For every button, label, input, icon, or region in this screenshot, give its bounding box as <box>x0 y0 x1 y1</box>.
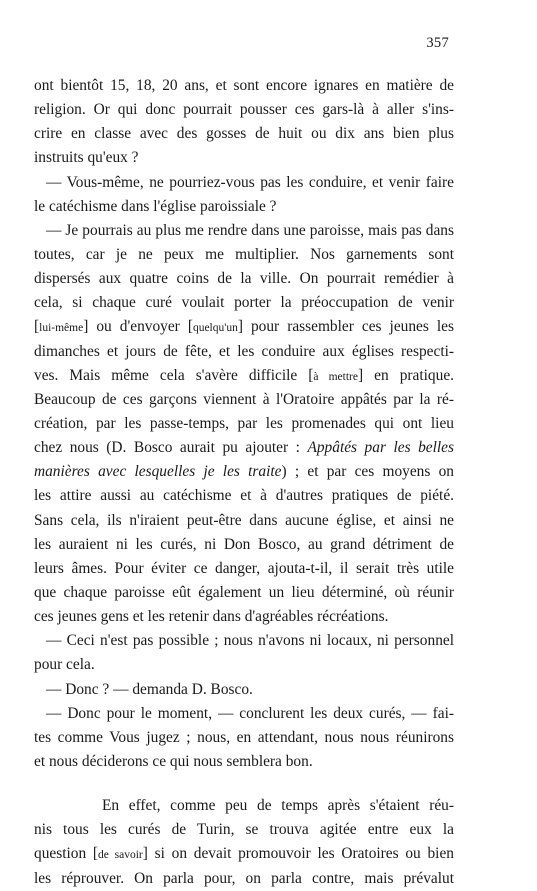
text-line: — Je pourrais au plus me rendre dans une paroisse, mais pas dans <box>46 221 454 239</box>
italic-phrase: manières avec lesquelles je les traite <box>34 463 282 481</box>
text-fragment: chez nous (D. Bosco aurait pu ajouter : <box>34 439 308 457</box>
text-line: les auraient ni les curés, ni Don Bosco, au grand détriment de <box>34 535 454 553</box>
text-line: que chaque paroisse eût également un lieu déterminé, où réunir <box>34 583 454 601</box>
text-fragment: ] pour rassembler ces jeunes les <box>237 318 454 336</box>
editorial-insertion: quelqu'un <box>192 322 238 335</box>
text-line <box>34 460 454 484</box>
text-fragment: question [ <box>34 845 99 863</box>
editorial-insertion: lui-même <box>39 322 84 335</box>
text-line: création, par les passe-temps, par les promenades qui ont lieu <box>34 414 454 432</box>
text-line: En effet, comme peu de temps après s'étaient réu- <box>102 797 454 815</box>
text-line: — Donc pour le moment, — conclurent les deux curés, — fai- <box>46 704 454 722</box>
bracket-open: [ <box>34 318 40 336</box>
body-text <box>34 74 454 891</box>
text-line: ces jeunes gens et les retenir dans d'agréables récréations. <box>34 608 389 626</box>
editorial-insertion: de savoir <box>98 849 143 862</box>
text-line: — Donc ? — demanda D. Bosco. <box>46 680 253 698</box>
text-line: nis tous les curés de Turin, se trouva agitée entre eux la <box>34 821 454 839</box>
text-line <box>34 364 454 388</box>
text-line: — Vous-même, ne pourriez-vous pas les conduire, et venir faire <box>46 173 454 191</box>
text-line: crire en classe avec des gosses de huit ou dix ans bien plus <box>34 125 454 143</box>
text-line: pour cela. <box>34 656 95 674</box>
page-number: 357 <box>426 35 449 51</box>
italic-phrase: Appâtés par les belles <box>307 439 454 457</box>
text-line: dimanches et jours de fête, et les conduire aux églises respecti- <box>34 342 454 360</box>
text-line: Beaucoup de ces garçons viennent à l'Oratoire appâtés par la ré- <box>34 390 454 408</box>
text-line: instruits qu'eux ? <box>34 149 139 167</box>
text-fragment: ) ; et par ces moyens on <box>281 463 454 481</box>
paragraph-gap <box>34 774 454 794</box>
text-line: cela, si chaque curé voulait porter la préoccupation de venir <box>34 294 454 312</box>
text-line: Sans cela, ils n'iraient peut-être dans aucune église, et ainsi ne <box>34 511 454 529</box>
text-line: ont bientôt 15, 18, 20 ans, et sont encore ignares en matière de <box>34 77 454 94</box>
text-fragment: ves. Mais même cela s'avère difficile [ <box>34 366 314 384</box>
text-line <box>34 842 454 866</box>
text-line: — Ceci n'est pas possible ; nous n'avons ni locaux, ni personnel <box>46 632 454 650</box>
text-line: dispersés aux quatre coins de la ville. On pourrait remédier à <box>34 270 454 288</box>
text-line: le catéchisme dans l'église paroissiale ? <box>34 197 277 215</box>
text-fragment: ] si on devait promouvoir les Oratoires ou bien <box>142 845 454 863</box>
text-line: et nous déciderons ce qui nous semblera bon. <box>34 752 313 770</box>
editorial-insertion: à mettre <box>313 370 358 383</box>
text-line: les attire aussi au catéchisme et à d'autres pratiques de piété. <box>34 487 454 505</box>
text-fragment: ] en pratique. <box>357 366 454 384</box>
text-line: toutes, car je ne peux me multiplier. Nos garnements sont <box>34 245 454 263</box>
text-line <box>34 315 454 339</box>
text-fragment: ] ou d'envoyer [ <box>83 318 193 336</box>
text-line <box>34 436 454 460</box>
text-line: les réprouver. On parla pour, on parla contre, mais prévalut <box>34 869 454 887</box>
text-line: leurs âmes. Pour éviter ce danger, ajouta-t-il, il serait très utile <box>34 559 454 577</box>
text-line: tes comme Vous jugez ; nous, en attendant, nous nous réunirons <box>34 728 454 746</box>
text-line: religion. Or qui donc pourrait pousser ces gars-là à aller s'ins- <box>34 101 454 119</box>
